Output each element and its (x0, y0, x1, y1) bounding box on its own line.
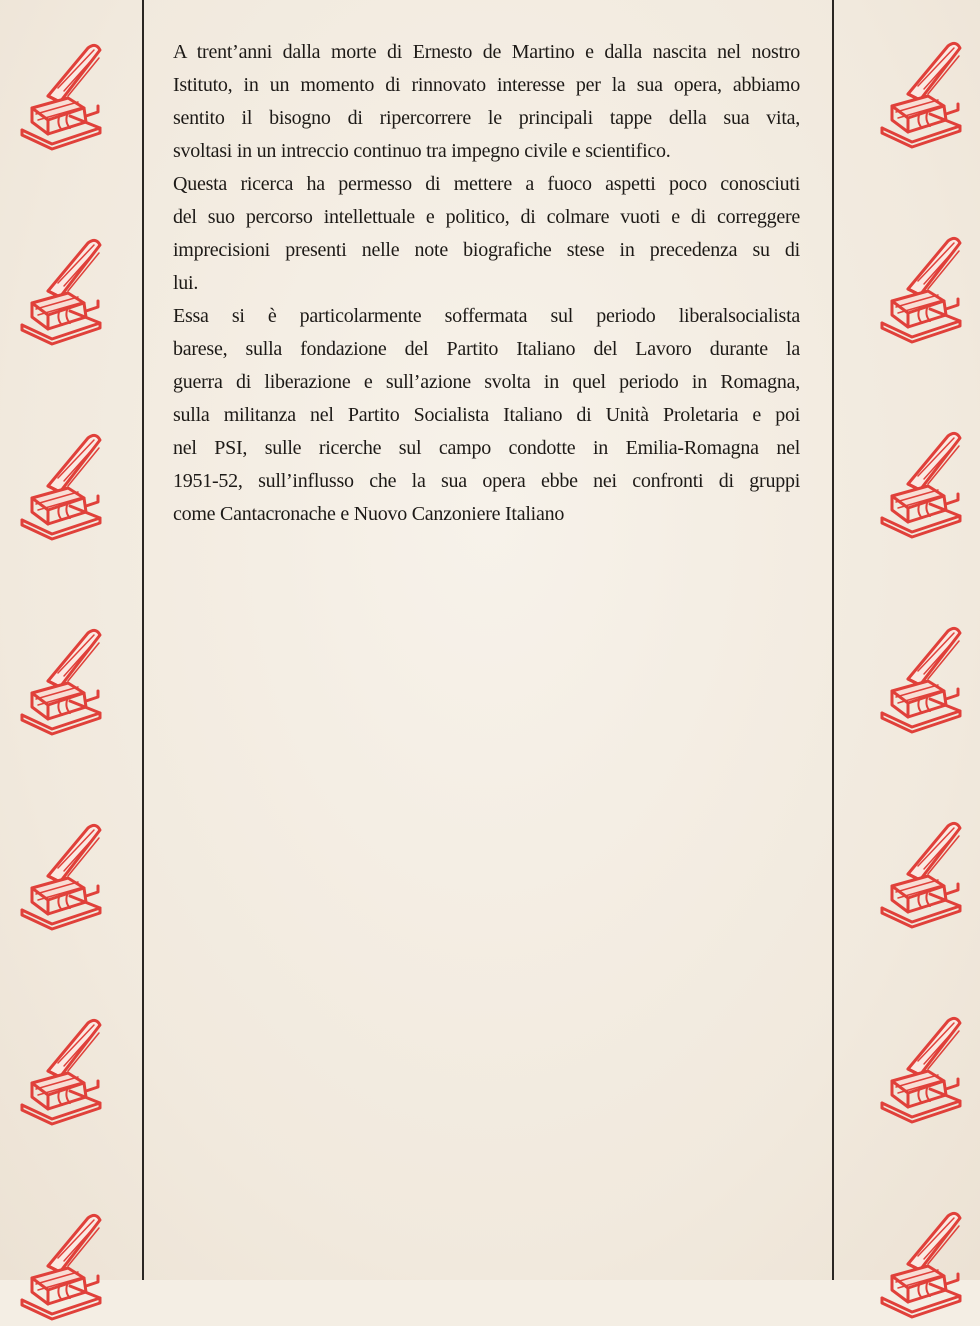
phonograph-icon (868, 34, 973, 139)
phonograph-icon (868, 424, 973, 529)
phonograph-icon (8, 816, 113, 921)
text-line: del suo percorso intellettuale e politico, di colmare vuoti e di correggere (173, 206, 800, 228)
text-line: sulla militanza nel Partito Socialista Italiano di Unità Proletaria e poi (173, 404, 800, 426)
text-line: sentito il bisogno di ripercorrere le principali tappe della sua vita, (173, 107, 800, 129)
text-line: Istituto, in un momento di rinnovato interesse per la sua opera, abbiamo (173, 74, 800, 96)
phonograph-icon (8, 426, 113, 531)
right-border-line (832, 0, 834, 1280)
text-line: Questa ricerca ha permesso di mettere a fuoco aspetti poco conosciuti (173, 173, 800, 195)
text-line: lui. (173, 272, 199, 294)
phonograph-icon (8, 36, 113, 141)
text-line: barese, sulla fondazione del Partito Italiano del Lavoro durante la (173, 338, 800, 360)
text-line: imprecisioni presenti nelle note biografiche stese in precedenza su di (173, 239, 800, 261)
text-line: Essa si è particolarmente soffermata sul periodo liberalsocialista (173, 305, 800, 327)
text-line: A trent’anni dalla morte di Ernesto de Martino e dalla nascita nel nostro (173, 41, 800, 63)
text-line: guerra di liberazione e sull’azione svolta in quel periodo in Romagna, (173, 371, 800, 393)
phonograph-icon (8, 231, 113, 336)
phonograph-icon (868, 1204, 973, 1309)
phonograph-icon (8, 1206, 113, 1311)
text-line: nel PSI, sulle ricerche sul campo condotte in Emilia-Romagna nel (173, 437, 800, 459)
text-line: svoltasi in un intreccio continuo tra impegno civile e scientifico. (173, 140, 671, 162)
phonograph-icon (868, 619, 973, 724)
text-line: come Cantacronache e Nuovo Canzoniere Italiano (173, 503, 565, 525)
phonograph-icon (868, 1009, 973, 1114)
phonograph-icon (8, 1011, 113, 1116)
phonograph-icon (868, 229, 973, 334)
text-line: 1951-52, sull’influsso che la sua opera ebbe nei confronti di gruppi (173, 470, 800, 492)
left-border-line (142, 0, 144, 1280)
blurb-text (173, 36, 800, 531)
phonograph-icon (868, 814, 973, 919)
phonograph-icon (8, 621, 113, 726)
